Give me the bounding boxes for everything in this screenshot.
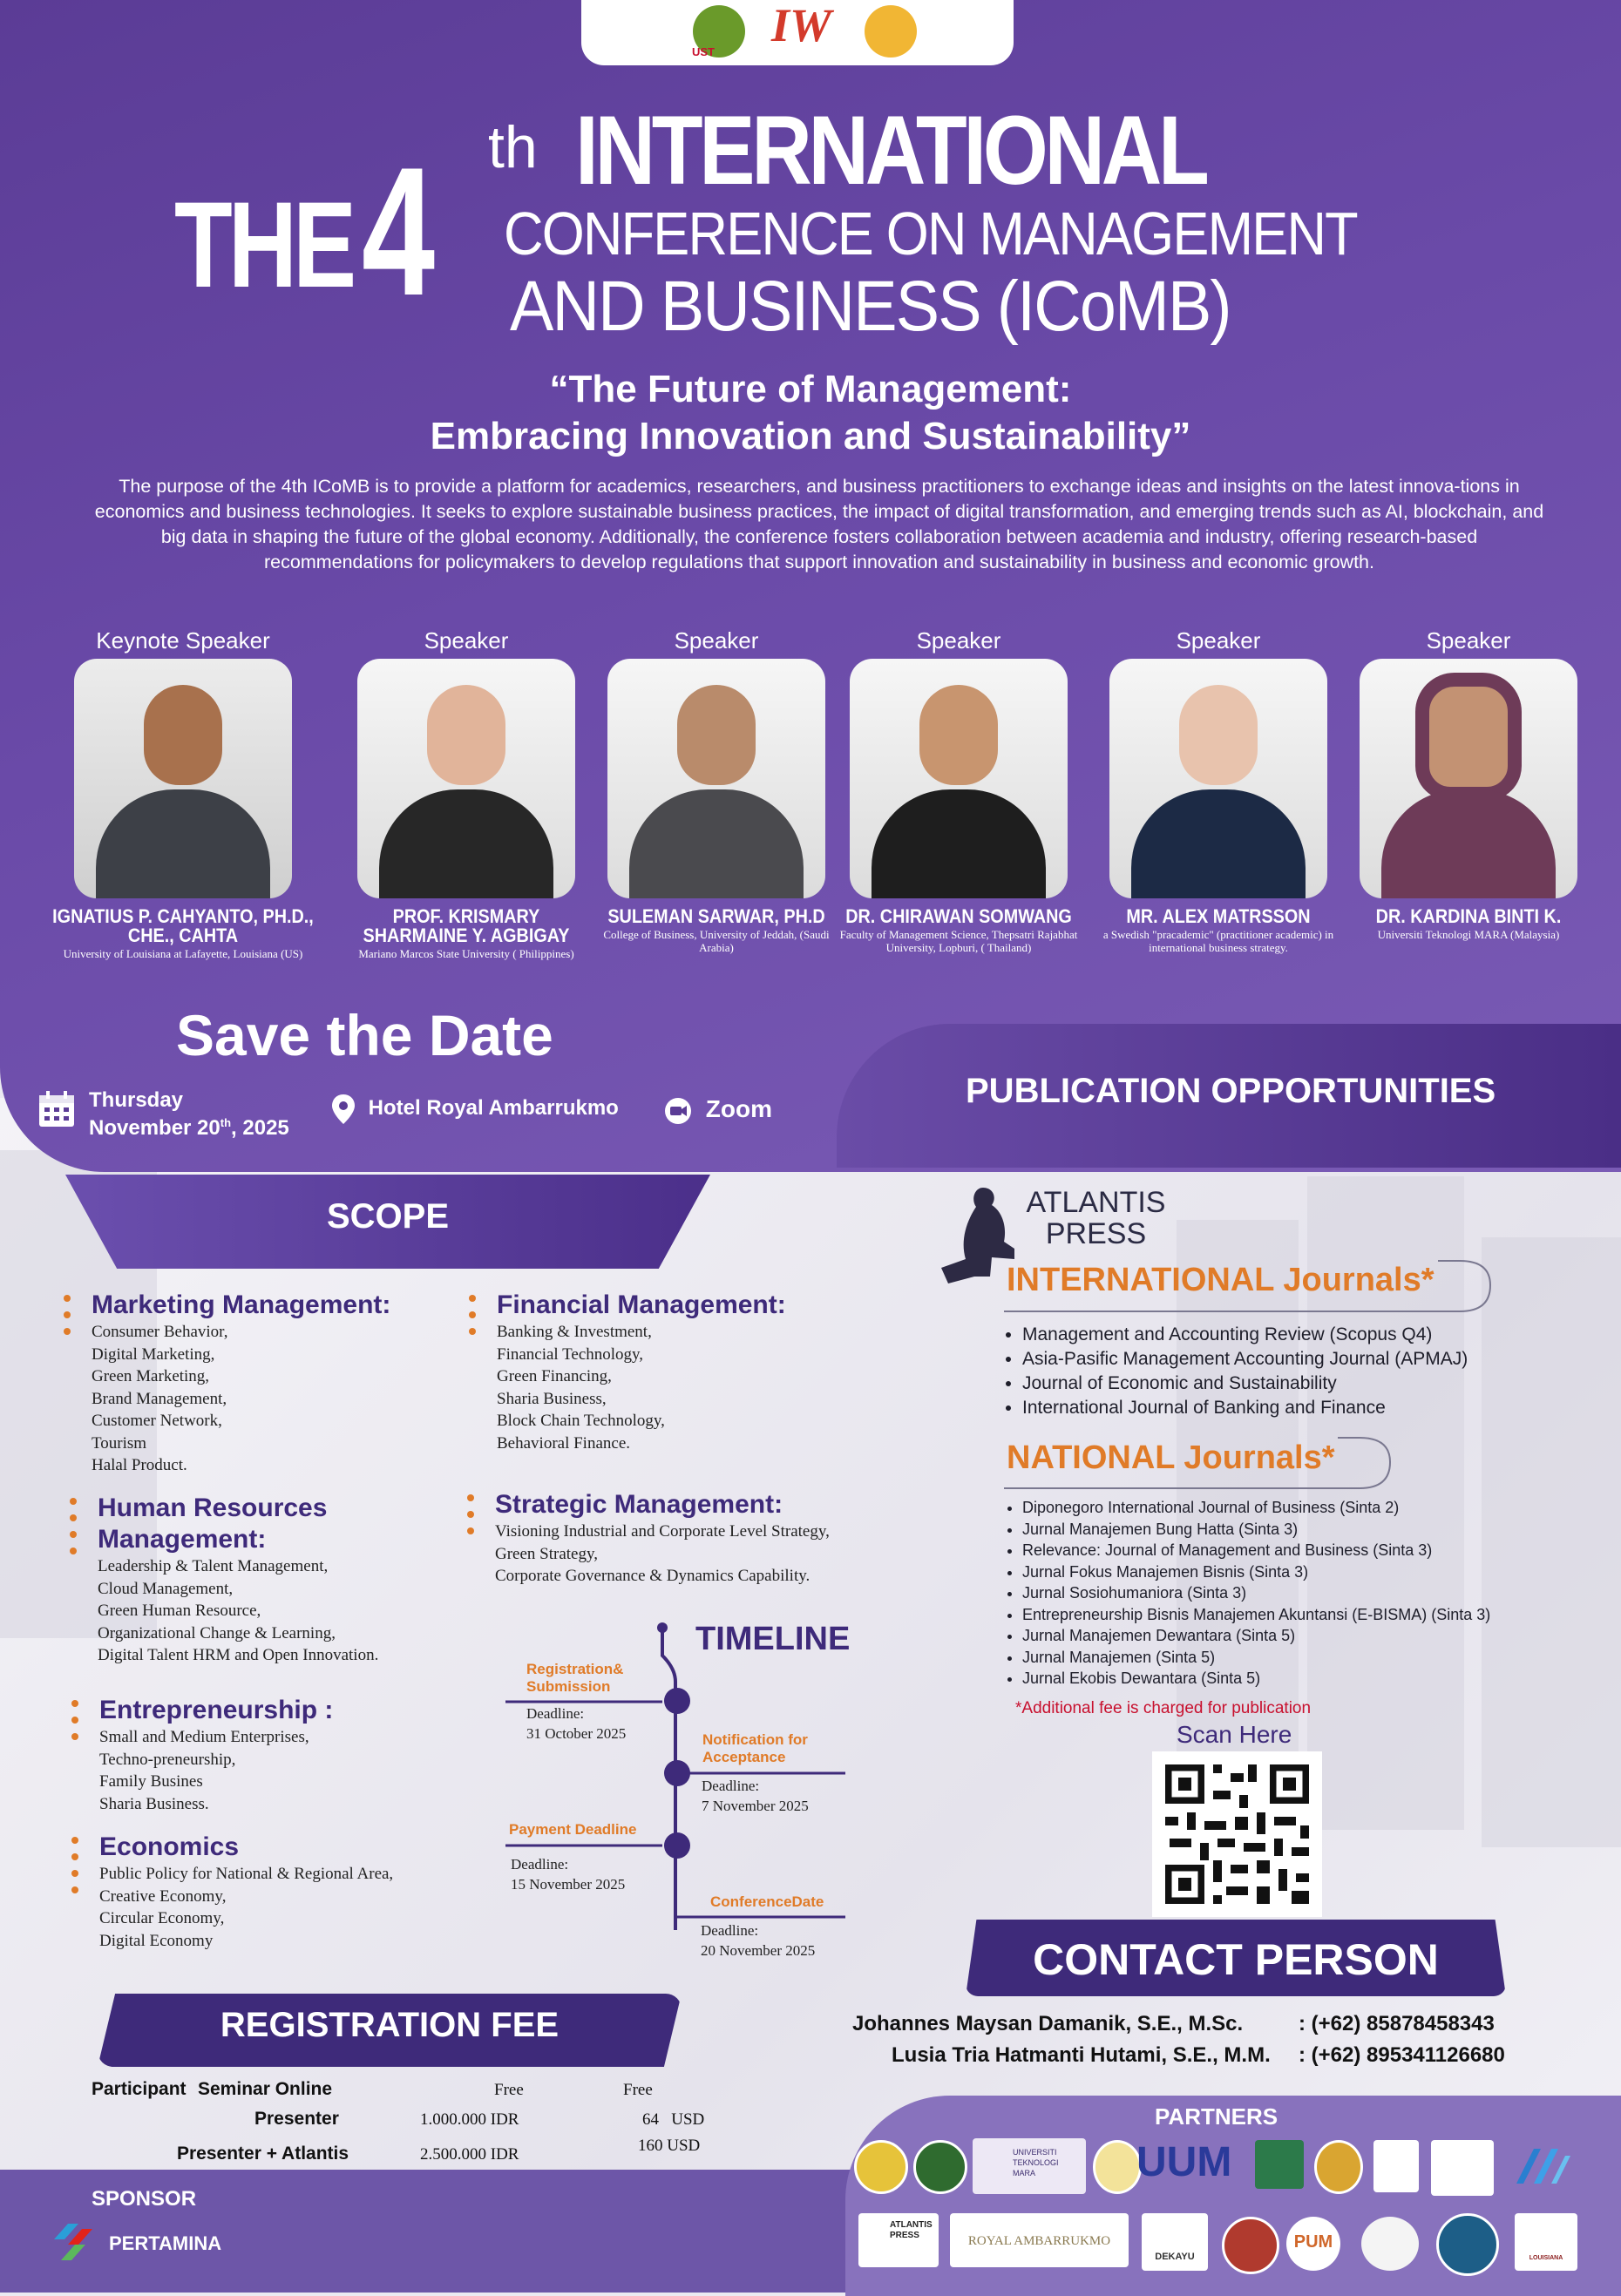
topic-item: Customer Network, [92, 1412, 222, 1430]
fee-type: Seminar Online [198, 2079, 333, 2099]
atlantis-press-label [1020, 1187, 1172, 1250]
theme-line2: Embracing Innovation and Sustainability” [430, 415, 1191, 457]
deadline-date: 7 November 2025 [702, 1798, 809, 1814]
venue-name: Hotel Royal Ambarrukmo [368, 1096, 619, 1121]
timeline-event-deadline [511, 1854, 625, 1894]
speaker-role: Speaker [1176, 627, 1261, 654]
journal-item: • Entrepreneurship Bisnis Manajemen Akuntansi (E-BISMA) (Sinta 3) [1022, 1604, 1490, 1626]
speaker-affiliation: University of Louisiana at Lafayette, Louisiana (US) [63, 947, 303, 960]
topic-item: Digital Marketing, [92, 1344, 215, 1364]
speaker-photo [607, 659, 825, 898]
zoom-icon [664, 1097, 692, 1125]
topic-items [92, 1321, 390, 1477]
speaker-card [340, 627, 593, 960]
speaker-name: DR. CHIRAWAN SOMWANG [845, 905, 1072, 927]
speaker-role: Speaker [1426, 627, 1511, 654]
deadline-label: Deadline: [701, 1922, 759, 1939]
partner-logo-icon [865, 5, 917, 58]
speaker-role: Keynote Speaker [96, 627, 270, 654]
speaker-card [1342, 627, 1595, 941]
date-month: November 20 [89, 1116, 220, 1140]
partner-logo-icon [1431, 2140, 1494, 2196]
scope-topic [92, 1290, 390, 1477]
fee-usd: 160 USD [638, 2137, 701, 2155]
topic-item: Brand Management, [92, 1389, 227, 1408]
partner-logo-text: PUM [1293, 2232, 1333, 2252]
journal-item: • Jurnal Ekobis Dewantara (Sinta 5) [1022, 1668, 1490, 1690]
topic-item: Green Marketing, [92, 1367, 210, 1385]
partner-logo-icon [854, 2140, 908, 2194]
partner-logo-icon [1314, 2140, 1363, 2194]
speaker-photo [1109, 659, 1327, 898]
scope-topic [495, 1489, 830, 1588]
topic-title: Entrepreneurship : [99, 1696, 334, 1724]
deadline-date: 31 October 2025 [526, 1725, 627, 1742]
fee-idr: Free [494, 2081, 524, 2099]
theme-line1: “The Future of Management: [549, 368, 1072, 410]
fee-type: Presenter [254, 2109, 339, 2129]
topic-title: Marketing Management: [92, 1290, 391, 1319]
timeline-event-deadline [702, 1776, 809, 1816]
topic-item: Family Busines [99, 1772, 203, 1791]
timeline-event-deadline [701, 1920, 815, 1961]
journal-item: • Journal of Economic and Sustainability [1022, 1372, 1468, 1396]
scope-topic [99, 1695, 333, 1815]
speaker-card [590, 627, 843, 954]
speaker-role: Speaker [674, 627, 759, 654]
speaker-photo [357, 659, 575, 898]
sponsor-title: SPONSOR [92, 2187, 197, 2211]
timeline-event-label: Registration& Submission [526, 1661, 624, 1695]
journal-item: • Jurnal Fokus Manajemen Bisnis (Sinta 3) [1022, 1561, 1490, 1583]
topic-items [497, 1321, 786, 1454]
journal-item: • Diponegoro International Journal of Business (Sinta 2) [1022, 1497, 1490, 1519]
scan-here-label: Scan Here [1177, 1721, 1292, 1748]
topic-item: Green Financing, [497, 1367, 612, 1385]
venue-item [331, 1094, 619, 1125]
timeline-title: TIMELINE [695, 1621, 851, 1657]
topic-item: Halal Product. [92, 1456, 187, 1474]
topic-item: Tourism [92, 1433, 147, 1453]
topic-item: Financial Technology, [497, 1344, 644, 1364]
topic-item: Block Chain Technology, [497, 1412, 665, 1430]
partner-logo-icon [1093, 2140, 1142, 2194]
partner-logo-text: LOUISIANA [1529, 2255, 1563, 2261]
topic-item: Corporate Governance & Dynamics Capability. [495, 1567, 810, 1585]
journal-item: • International Journal of Banking and Finance [1022, 1396, 1468, 1420]
topic-item: Organizational Change & Learning, [98, 1623, 336, 1642]
speaker-affiliation: College of Business, University of Jeddah, (Saudi Arabia) [603, 928, 830, 954]
topic-title: Economics [99, 1832, 240, 1861]
speaker-affiliation: Mariano Marcos State University ( Philippines) [358, 947, 574, 960]
fee-idr: 1.000.000 IDR [420, 2110, 519, 2129]
journal-item: • Relevance: Journal of Management and Business (Sinta 3) [1022, 1540, 1490, 1561]
location-pin-icon [331, 1094, 356, 1125]
speaker-photo [74, 659, 292, 898]
topic-item: Sharia Business, [497, 1389, 607, 1408]
speaker-affiliation: Universiti Teknologi MARA (Malaysia) [1377, 928, 1560, 941]
topic-item: Circular Economy, [99, 1909, 225, 1927]
topic-item: Digital Economy [99, 1931, 214, 1950]
speaker-name: DR. KARDINA BINTI K. [1375, 905, 1562, 927]
topic-item: Small and Medium Enterprises, [99, 1728, 309, 1746]
topic-items [99, 1726, 333, 1815]
journal-item: • Jurnal Manajemen Dewantara (Sinta 5) [1022, 1625, 1490, 1647]
speaker-photo [850, 659, 1068, 898]
louisiana-logo [1515, 2213, 1577, 2271]
topic-title: Human Resources Management: [98, 1493, 328, 1554]
topic-items [99, 1863, 393, 1952]
title-line3: AND BUSINESS (ICoMB) [510, 267, 1231, 346]
speaker-name: IGNATIUS P. CAHYANTO, PH.D., CHE., CAHTA [52, 905, 314, 946]
topic-item: Consumer Behavior, [92, 1323, 228, 1341]
topic-item: Visioning Industrial and Corporate Level Strategy, [495, 1522, 830, 1541]
topic-items [495, 1521, 830, 1588]
partner-logo-text: ATLANTIS PRESS [890, 2220, 933, 2240]
topic-item: Banking & Investment, [497, 1323, 652, 1341]
scope-topic [98, 1493, 385, 1667]
dekayu-logo [1142, 2213, 1208, 2271]
qr-code-icon [1152, 1751, 1322, 1917]
timeline-event-label: ConferenceDate [710, 1893, 824, 1910]
date-day: Thursday [89, 1088, 184, 1112]
journal-item: • Jurnal Manajemen Bung Hatta (Sinta 3) [1022, 1519, 1490, 1541]
title-suffix: th [488, 114, 538, 180]
timeline-node [664, 1760, 690, 1786]
partner-logo-text: UNIVERSITI TEKNOLOGI MARA [1013, 2148, 1059, 2177]
date-year: , 2025 [231, 1116, 289, 1140]
timeline-node [664, 1688, 690, 1714]
topic-item: Cloud Management, [98, 1579, 234, 1598]
partners-title: PARTNERS [1155, 2103, 1278, 2130]
speaker-name: PROF. KRISMARY SHARMAINE Y. AGBIGAY [363, 905, 570, 946]
contact-phone[interactable]: : (+62) 895341126680 [1299, 2043, 1505, 2067]
registration-title: REGISTRATION FEE [220, 2006, 560, 2044]
participant-label: Participant [92, 2079, 187, 2099]
timeline-event-deadline [526, 1703, 626, 1744]
speaker-name: SULEMAN SARWAR, PH.D [607, 905, 825, 927]
atlantis-partner-logo [858, 2213, 939, 2267]
topic-title: Strategic Management: [495, 1490, 783, 1519]
speaker-name: MR. ALEX MATRSSON [1126, 905, 1311, 927]
journal-item: • Asia-Pasific Management Accounting Journal (APMAJ) [1022, 1347, 1468, 1372]
title-international: INTERNATIONAL [575, 96, 1206, 205]
deadline-date: 15 November 2025 [511, 1876, 626, 1893]
contact-phone[interactable]: : (+62) 85878458343 [1299, 2012, 1495, 2035]
partner-logo-icon [1373, 2140, 1419, 2192]
topic-item: Behavioral Finance. [497, 1433, 631, 1453]
conference-theme [288, 366, 1333, 460]
topic-item: Public Policy for National & Regional Area, [99, 1865, 394, 1883]
timeline-event-label: Notification for Acceptance [702, 1731, 808, 1765]
international-journal-list [1005, 1323, 1468, 1420]
speaker-card [1092, 627, 1345, 954]
bracket-decoration [1002, 1259, 1495, 1313]
timeline-node [664, 1832, 690, 1859]
scope-topic [497, 1290, 786, 1454]
pertamina-logo-icon [52, 2220, 105, 2264]
online-item [664, 1095, 772, 1125]
national-journal-list [1007, 1497, 1490, 1690]
scope-topic [99, 1832, 393, 1952]
timeline-event-label: Payment Deadline [509, 1821, 637, 1838]
partner-logo-text: DEKAYU [1155, 2252, 1195, 2262]
topic-item: Green Strategy, [495, 1544, 598, 1563]
topic-item: Creative Economy, [99, 1886, 227, 1906]
fee-usd: 64 USD [642, 2110, 705, 2129]
publication-title: PUBLICATION OPPORTUNITIES [966, 1072, 1496, 1110]
fee-type: Presenter + Atlantis [177, 2144, 349, 2164]
partner-logo [973, 2138, 1086, 2194]
partner-logo-text: ROYAL AMBARRUKMO [967, 2234, 1111, 2248]
topic-items [98, 1555, 385, 1667]
speaker-affiliation: a Swedish "pracademic" (practitioner academic) in international business strategy. [1102, 928, 1334, 954]
partner-logo-icon [1255, 2140, 1304, 2189]
partner-logo-icon [1361, 2217, 1419, 2271]
scope-title: SCOPE [326, 1197, 450, 1236]
partner-logo-icon [1436, 2213, 1499, 2276]
pum-logo [1286, 2217, 1340, 2271]
journal-item: • Jurnal Manajemen (Sinta 5) [1022, 1647, 1490, 1669]
deadline-label: Deadline: [511, 1856, 569, 1873]
royal-ambarrukmo-logo [950, 2213, 1129, 2267]
speaker-role: Speaker [916, 627, 1001, 654]
publisher-name: ATLANTIS PRESS [1026, 1186, 1166, 1250]
title-line2: CONFERENCE ON MANAGEMENT [504, 200, 1357, 268]
speaker-photo [1360, 659, 1577, 898]
online-platform: Zoom [705, 1095, 772, 1122]
iw-logo: IW [771, 0, 832, 51]
ust-logo-text: UST [692, 45, 715, 58]
speaker-card [832, 627, 1085, 954]
deadline-label: Deadline: [526, 1705, 585, 1722]
save-the-date-title: Save the Date [176, 1003, 553, 1067]
publication-fee-note: *Additional fee is charged for publication [1015, 1699, 1312, 1717]
uum-logo: UUM [1136, 2139, 1232, 2185]
deadline-label: Deadline: [702, 1778, 760, 1794]
partner-logo-icon [913, 2140, 967, 2194]
speaker-role: Speaker [424, 627, 509, 654]
purpose-text: The purpose of the 4th ICoMB is to provide a platform for academics, researchers, and business practitioners to exchange ideas and insights on the latest innova-tions in economics and business technologies. It seeks to explore sustainable business practices, the impact of digital transformation, and emerging trends such as AI, blockchain, and big data in shaping the future of the global economy. Additionally, the conference fosters collaboration between academia and industry, offering research-based recommendations for policymakers to develop regulations that support innovation and sustainability in business and economic growth. [94, 476, 1544, 572]
speaker-affiliation: Faculty of Management Science, Thepsatri Rajabhat University, Lopburi, ( Thailand) [839, 928, 1078, 954]
topic-item: Techno-preneurship, [99, 1750, 236, 1769]
topic-item: Sharia Business. [99, 1794, 209, 1813]
national-journals-title: NATIONAL Journals* [1007, 1439, 1335, 1476]
deadline-date: 20 November 2025 [701, 1942, 816, 1959]
international-journals-title: INTERNATIONAL Journals* [1007, 1262, 1434, 1298]
fee-usd: Free [623, 2081, 653, 2099]
calendar-icon [37, 1089, 77, 1129]
contact-name: Johannes Maysan Damanik, S.E., M.Sc. [852, 2012, 1244, 2035]
topic-title: Financial Management: [497, 1290, 786, 1319]
partner-logo-icon [1222, 2217, 1279, 2274]
date-suffix: th [220, 1116, 232, 1129]
topic-item: Green Human Resource, [98, 1602, 261, 1620]
sponsor-name: PERTAMINA [109, 2232, 222, 2254]
topic-item: Digital Talent HRM and Open Innovation. [98, 1646, 379, 1664]
logo-bar [581, 0, 1014, 65]
speaker-card [52, 627, 314, 960]
bracket-decoration [1002, 1436, 1394, 1490]
title-number: 4 [362, 129, 436, 334]
fee-idr: 2.500.000 IDR [420, 2145, 519, 2164]
qr-code[interactable] [1152, 1751, 1322, 1917]
contact-title: CONTACT PERSON [1033, 1935, 1439, 1984]
topic-item: Leadership & Talent Management, [98, 1557, 329, 1575]
partner-logo-icon [1508, 2140, 1577, 2192]
contact-name: Lusia Tria Hatmanti Hutami, S.E., M.M. [892, 2043, 1271, 2067]
journal-item: • Management and Accounting Review (Scopus Q4) [1022, 1323, 1468, 1347]
title-the: THE [174, 176, 353, 313]
journal-item: • Jurnal Sosiohumaniora (Sinta 3) [1022, 1582, 1490, 1604]
